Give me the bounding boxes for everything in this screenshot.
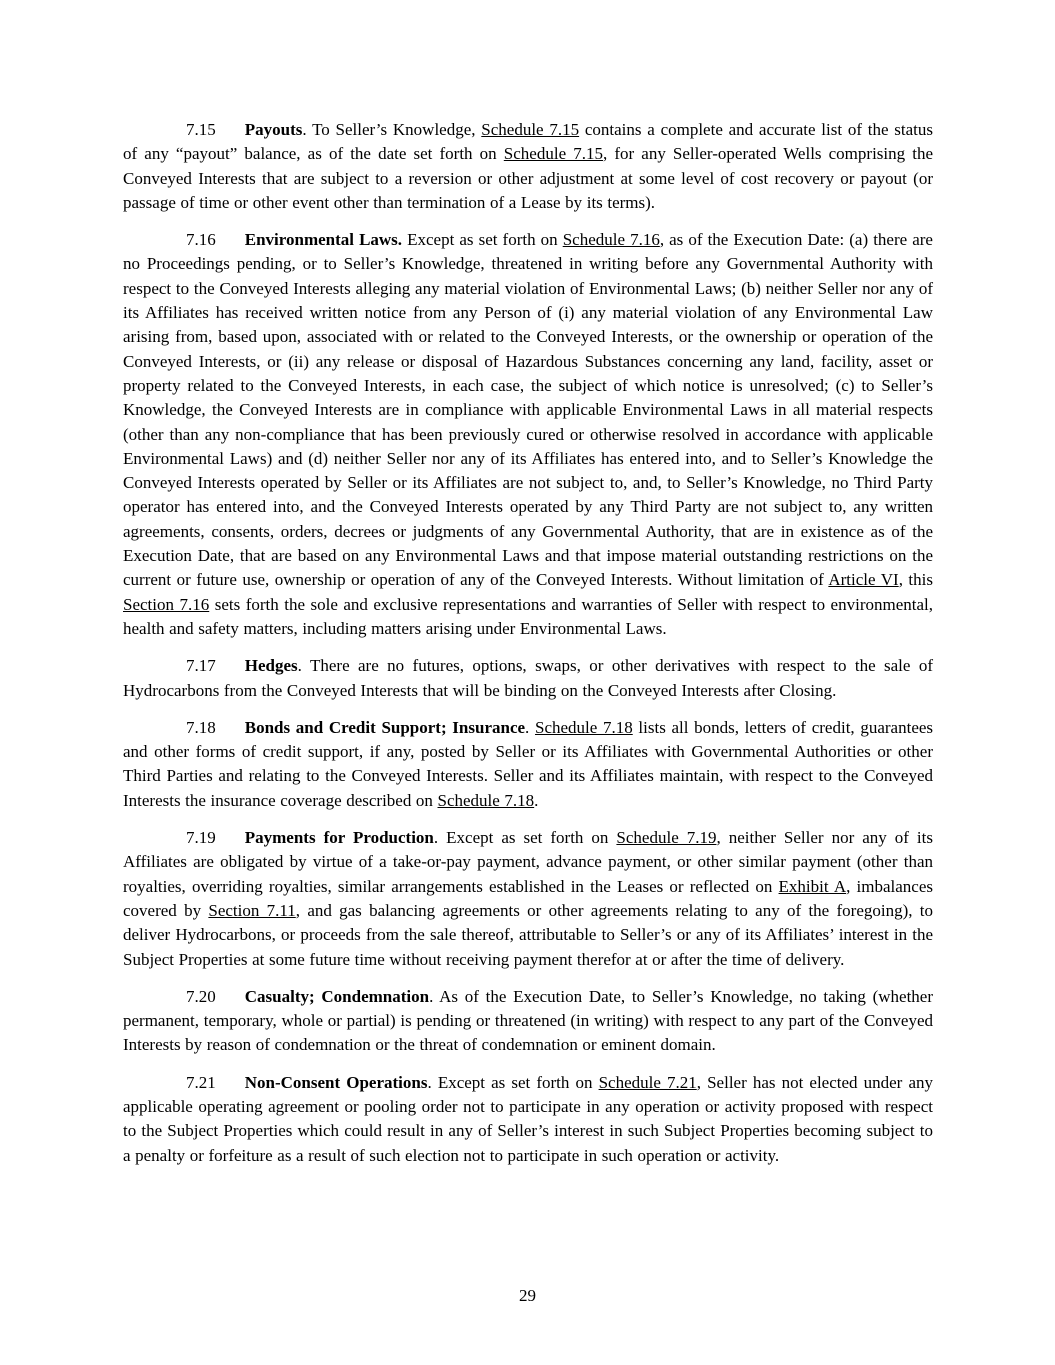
body-text: 7.20 <box>186 986 216 1006</box>
cross-reference: Schedule 7.18 <box>437 790 535 810</box>
paragraph-section-7-20 <box>123 985 933 1058</box>
cross-reference: Section 7.11 <box>208 900 296 920</box>
body-text: lists all bonds, letters of credit, guarantees and other forms of credit support, if any, posted by Seller or its Affiliates with Governmental Authorities or other Third Parties and relating to the Conveyed Interests. Seller and its Affiliates maintain, with respect to the Conveyed Interests the insurance coverage described on <box>123 717 934 810</box>
body-text: . <box>534 790 539 810</box>
page-number: 29 <box>519 1286 536 1305</box>
body-text: . <box>525 717 535 737</box>
section-heading: Environmental Laws. <box>244 230 403 250</box>
body-text: . There are no futures, options, swaps, or other derivatives with respect to the sale of Hydrocarbons from the Conveyed Interests that will be binding on the Conveyed Interests after Closing. <box>123 656 933 700</box>
body-text: contains a complete and accurate list of the status of any “payout” balance, as of the date set forth on <box>123 120 933 164</box>
section-heading: Non-Consent Operations <box>244 1072 428 1092</box>
cross-reference: Schedule 7.18 <box>534 717 633 737</box>
body-text: 7.15 <box>186 120 216 139</box>
body-text: 7.18 <box>186 717 216 737</box>
cross-reference: Section 7.16 <box>123 594 210 614</box>
section-heading: Casualty; Condemnation <box>244 986 430 1006</box>
section-heading: Payouts <box>244 120 303 139</box>
paragraph-section-7-15 <box>123 118 933 215</box>
body-text: , neither Seller nor any of its Affiliates are obligated by virtue of a take-or-pay payment, advance payment, or other similar payment (other than royalties, overriding royalties, similar arrangements established in the Leases or reflected on <box>123 828 933 896</box>
cross-reference: Schedule 7.21 <box>598 1072 697 1092</box>
body-text: . As of the Execution Date, to Seller’s Knowledge, no taking (whether permanent, temporary, whole or partial) is pending or threatened (in writing) with respect to any part of the Conveyed Interests by reason of condemnation or the threat of condemnation or eminent domain. <box>123 986 933 1055</box>
cross-reference: Schedule 7.15 <box>503 144 603 164</box>
section-heading: Bonds and Credit Support; Insurance <box>244 717 526 737</box>
section-heading: Hedges <box>244 656 298 676</box>
body-text: sets forth the sole and exclusive representations and warranties of Seller with respect to environmental, health and safety matters, including matters arising under Environmental Laws. <box>123 594 933 638</box>
body-text: , Seller has not elected under any applicable operating agreement or pooling order not to participate in any operation or activity proposed with respect to the Subject Properties which could result in any of Seller’s interest in such Subject Properties becoming subject to a penalty or forfeiture as a result of such election not to participate in such operation or activity. <box>123 1072 933 1165</box>
body-text: , and gas balancing agreements or other agreements relating to any of the foregoing), to deliver Hydrocarbons, or proceeds from the sale thereof, attributable to Seller’s or any of its Affiliates’ interest in the Subject Properties at some future time without receiving payment therefor at or after the time of delivery. <box>123 900 934 969</box>
body-text: 7.17 <box>186 656 216 676</box>
cross-reference: Schedule 7.15 <box>481 120 580 139</box>
paragraph-section-7-19 <box>123 826 933 972</box>
body-text: 7.19 <box>186 828 216 848</box>
cross-reference: Schedule 7.16 <box>562 230 660 250</box>
body-text: , for any Seller-operated Wells comprising the Conveyed Interests that are subject to a reversion or other adjustment at some level of cost recovery or payout (or passage of time or other event other than termination of a Lease by its terms). <box>123 144 934 212</box>
body-text: . To Seller’s Knowledge, <box>302 120 482 139</box>
body-text: 7.21 <box>186 1072 216 1092</box>
cross-reference: Schedule 7.19 <box>616 828 717 848</box>
body-text: Except as set forth on <box>402 230 563 250</box>
body-text: , as of the Execution Date: (a) there are no Proceedings pending, or to Seller’s Knowledge, threatened in writing before any Governmental Authority with respect to the Conveyed Interests alleging any material violation of Environmental Laws; (b) neither Seller nor any of its Affiliates has received written notice from any Person of (i) any material violation of any Environmental Law arising from, based upon, associated with or related to the Conveyed Interests, or the ownership or operation of the Conveyed Interests, or (ii) any release or disposal of Hazardous Substances concerning any land, facility, asset or property related to the Conveyed Interests, in each case, the subject of which notice is unresolved; (c) to Seller’s Knowledge, the Conveyed Interests are in compliance with applicable Environmental Laws in all material respects (other than any non-compliance that has been previously cured or otherwise resolved in accordance with applicable Environmental Laws) and (d) neither Seller nor any of its Affiliates has entered into, and to Seller’s Knowledge the Conveyed Interests operated by Seller or its Affiliates are not subject to, and, to Seller’s Knowledge, no Third Party operator has entered into, and the Conveyed Interests operated by any Third Party are not subject to, any written agreements, consents, orders, decrees or judgments of any Governmental Authority, that are in existence as of the Execution Date, that are based on any Environmental Laws and that impose material outstanding restrictions on the current or future use, ownership or operation of any of the Conveyed Interests. Without limitation of <box>123 230 933 590</box>
paragraph-section-7-16 <box>123 228 933 641</box>
cross-reference: Article VI <box>828 570 899 590</box>
section-heading: Payments for Production <box>244 828 434 848</box>
paragraph-section-7-21 <box>123 1071 933 1168</box>
body-text: . Except as set forth on <box>427 1072 599 1092</box>
document-body <box>123 118 933 1181</box>
paragraph-section-7-18 <box>123 716 933 813</box>
cross-reference: Exhibit A <box>778 876 847 896</box>
body-text: , imbalances covered by <box>123 876 933 920</box>
body-text: , this <box>898 570 933 590</box>
body-text: 7.16 <box>186 230 216 250</box>
body-text: . Except as set forth on <box>433 828 617 848</box>
paragraph-section-7-17 <box>123 654 933 703</box>
